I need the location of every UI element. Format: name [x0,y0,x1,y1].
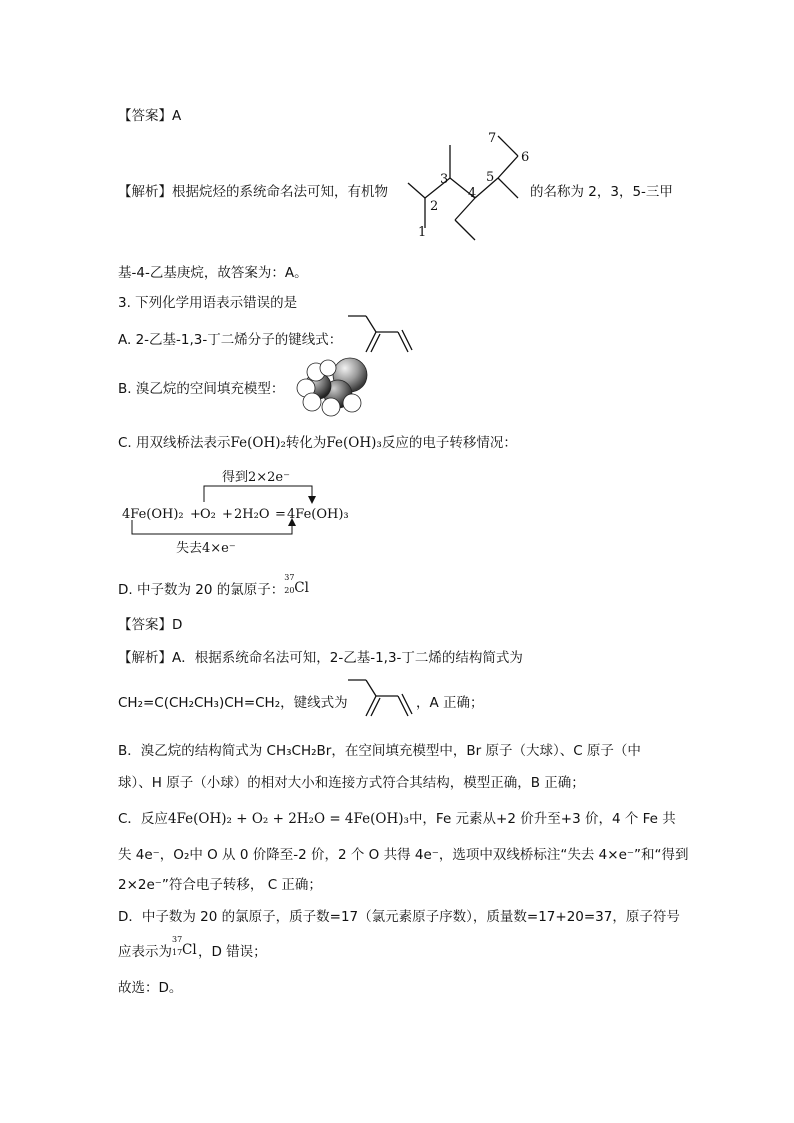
analysis-c-line3: 2×2e⁻”符合电子转移， C 正确； [118,877,322,893]
h-atom [322,398,340,416]
heptane-skeletal-structure [400,128,530,246]
locant-label: 6 [521,150,530,165]
locant-label: 7 [488,131,497,146]
q2-analysis-suffix: 的名称为 2，3，5-三甲 [530,184,673,200]
eq-plus: + [222,507,233,522]
mass-number: 37 [172,935,183,944]
q2-answer: 【答案】A [118,108,182,124]
analysis-d-line2 [118,935,267,960]
locant-label: 2 [430,199,439,214]
analysis-c-line1 [118,807,676,827]
ethylbutadiene-skeletal-analysis [346,678,416,720]
q3-answer: 【答案】D [118,617,183,633]
chlorine-nuclide-symbol-correct [172,935,198,958]
feoh3-formula: Fe(OH)₃ [326,435,382,451]
ethylbutadiene-skeletal-a [346,314,416,356]
analysis-a-line1: 【解析】A．根据系统命名法可知，2-乙基-1,3-丁二烯的结构简式为 [118,650,523,666]
loss-electrons-label: 失去4×e⁻ [176,541,236,556]
locant-label: 1 [418,225,427,240]
option-d-text: D. 中子数为 20 的氯原子： [118,582,285,598]
element-symbol: Cl [182,942,197,958]
option-c-text-before: C. 用双线桥法表示 [118,435,231,451]
bromoethane-space-filling-model [294,356,370,418]
analysis-a-formula: CH₂=C(CH₂CH₃)CH=CH₂，键线式为 [118,695,348,711]
analysis-d-prefix: 应表示为 [118,944,172,960]
h-atom [303,393,321,411]
eq-equals: = [275,507,286,522]
locant-label: 5 [486,170,495,185]
feoh2-formula: Fe(OH)₂ [230,435,286,451]
bond [498,156,518,178]
q3-option-b: B. 溴乙烷的空间填充模型： [118,381,285,397]
q2-analysis-prefix: 【解析】根据烷烃的系统命名法可知，有机物 [118,184,388,200]
bond [455,220,475,240]
q2-analysis-cont: 基-4-乙基庚烷，故答案为：A。 [118,265,308,281]
mass-number: 37 [284,573,295,582]
analysis-b-line2: 球）、H 原子（小球）的相对大小和连接方式符合其结构，模型正确，B 正确； [118,775,585,791]
q3-option-c [118,431,517,451]
chlorine-nuclide-symbol [284,573,310,596]
option-c-text-mid: 转化为 [285,435,327,451]
eq-rhs-feoh3: 4Fe(OH)₃ [287,507,349,522]
locant-label: 4 [468,186,477,201]
atomic-number: 20 [284,586,295,595]
eq-lhs-o2: O₂ [200,507,216,522]
option-c-text-after: 反应的电子转移情况： [381,435,517,451]
analysis-final: 故选：D。 [118,980,183,996]
gain-electrons-label: 得到2×2e⁻ [222,470,290,485]
q3-stem: 3. 下列化学用语表示错误的是 [118,295,298,311]
analysis-a-result: ，A 正确； [416,695,484,711]
h-atom [343,394,361,412]
analysis-c-prefix: C．反应 [118,811,168,827]
analysis-d-line1: D．中子数为 20 的氯原子，质子数=17（氯元素原子序数），质量数=17+20=37，原子符号 [118,909,680,925]
bond [498,136,518,156]
bond [498,178,518,198]
analysis-c-suffix: 中，Fe 元素从+2 价升至+3 价，4 个 Fe 共 [408,811,676,827]
analysis-b-line1: B．溴乙烷的结构简式为 CH₃CH₂Br，在空间填充模型中，Br 原子（大球）、C 原子（中 [118,743,641,759]
analysis-c-line2: 失 4e⁻，O₂中 O 从 0 价降至-2 价，2 个 O 共得 4e⁻，选项中双线桥标注“失去 4×e⁻”和“得到 [118,847,689,863]
q3-option-a: A. 2-乙基-1,3-丁二烯分子的键线式： [118,332,343,348]
bond [408,183,425,198]
eq-plus: + [190,507,201,522]
locant-label: 3 [440,172,449,187]
q3-option-d [118,573,310,598]
h-atom [320,360,336,376]
element-symbol: Cl [294,580,309,596]
atomic-number: 17 [172,948,183,957]
double-bridge-diagram [118,462,378,558]
analysis-d-suffix: ，D 错误； [198,944,267,960]
analysis-c-equation: 4Fe(OH)₂ + O₂ + 2H₂O = 4Fe(OH)₃ [167,811,409,827]
eq-lhs-h2o: 2H₂O [234,507,270,522]
bond [455,198,475,220]
eq-lhs-feoh2: 4Fe(OH)₂ [122,507,184,522]
